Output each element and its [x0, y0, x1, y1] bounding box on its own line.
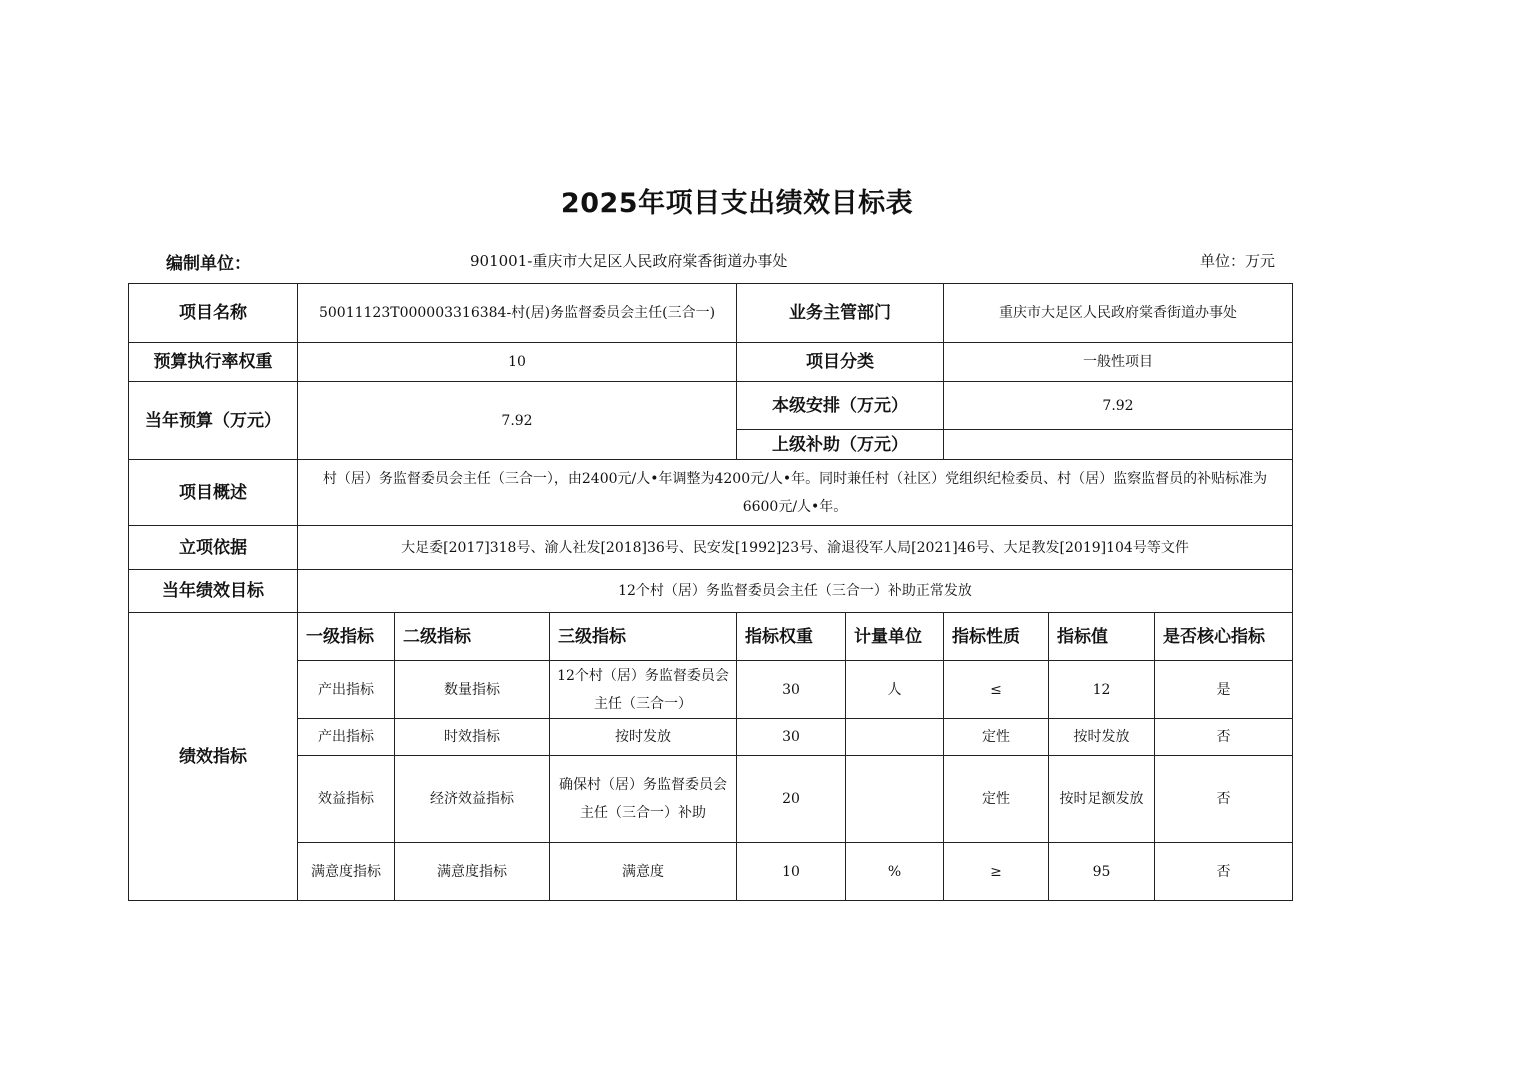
core-cell: 是 — [1155, 661, 1293, 719]
table-row — [129, 661, 1293, 719]
value-cell: 12 — [1049, 661, 1155, 719]
level3-cell: 确保村（居）务监督委员会主任（三合一）补助 — [550, 756, 737, 843]
weight-value: 10 — [298, 343, 737, 382]
perf-label: 绩效指标 — [129, 613, 298, 901]
local-value: 7.92 — [944, 382, 1293, 430]
unit-cell — [846, 719, 944, 756]
level2-cell: 时效指标 — [395, 719, 550, 756]
unit-cell: 人 — [846, 661, 944, 719]
table-row — [129, 719, 1293, 756]
basis-label: 立项依据 — [129, 526, 298, 570]
nature-cell: ≥ — [944, 843, 1049, 901]
header-value: 指标值 — [1049, 613, 1155, 661]
weight-cell: 20 — [737, 756, 846, 843]
local-label: 本级安排（万元） — [737, 382, 944, 430]
unit-cell — [846, 756, 944, 843]
overview-label: 项目概述 — [129, 460, 298, 526]
goal-value: 12个村（居）务监督委员会主任（三合一）补助正常发放 — [298, 570, 1293, 613]
page-title: 2025年项目支出绩效目标表 — [560, 188, 914, 219]
overview-value: 村（居）务监督委员会主任（三合一），由2400元/人•年调整为4200元/人•年。同时兼任村（社区）党组织纪检委员、村（居）监察监督员的补贴标准为6600元/人•年。 — [298, 460, 1293, 526]
value-cell: 按时足额发放 — [1049, 756, 1155, 843]
level2-cell: 满意度指标 — [395, 843, 550, 901]
weight-cell: 10 — [737, 843, 846, 901]
header-unit: 计量单位 — [846, 613, 944, 661]
project-name-label: 项目名称 — [129, 284, 298, 343]
core-cell: 否 — [1155, 756, 1293, 843]
org-label: 编制单位： — [166, 254, 251, 274]
header-core: 是否核心指标 — [1155, 613, 1293, 661]
dept-label: 业务主管部门 — [737, 284, 944, 343]
nature-cell: 定性 — [944, 756, 1049, 843]
level3-cell: 满意度 — [550, 843, 737, 901]
value-cell: 按时发放 — [1049, 719, 1155, 756]
level3-cell: 按时发放 — [550, 719, 737, 756]
table-row — [129, 843, 1293, 901]
dept-value: 重庆市大足区人民政府棠香街道办事处 — [944, 284, 1293, 343]
nature-cell: ≤ — [944, 661, 1049, 719]
unit-cell: % — [846, 843, 944, 901]
header-level2: 二级指标 — [395, 613, 550, 661]
upper-value — [944, 430, 1293, 460]
nature-cell: 定性 — [944, 719, 1049, 756]
header-level3: 三级指标 — [550, 613, 737, 661]
header-nature: 指标性质 — [944, 613, 1049, 661]
weight-cell: 30 — [737, 661, 846, 719]
header-level1: 一级指标 — [298, 613, 395, 661]
currency-unit: 单位：万元 — [1200, 252, 1276, 270]
upper-label: 上级补助（万元） — [737, 430, 944, 460]
weight-cell: 30 — [737, 719, 846, 756]
header-weight: 指标权重 — [737, 613, 846, 661]
weight-label: 预算执行率权重 — [129, 343, 298, 382]
project-name-value: 50011123T000003316384-村(居)务监督委员会主任(三合一) — [298, 284, 737, 343]
value-cell: 95 — [1049, 843, 1155, 901]
basis-value: 大足委[2017]318号、渝人社发[2018]36号、民安发[1992]23号、渝退役军人局[2021]46号、大足教发[2019]104号等文件 — [298, 526, 1293, 570]
level1-cell: 产出指标 — [298, 661, 395, 719]
org-value: 901001-重庆市大足区人民政府棠香街道办事处 — [470, 252, 788, 270]
budget-label: 当年预算（万元） — [129, 382, 298, 460]
level2-cell: 数量指标 — [395, 661, 550, 719]
level2-cell: 经济效益指标 — [395, 756, 550, 843]
level1-cell: 产出指标 — [298, 719, 395, 756]
level3-cell: 12个村（居）务监督委员会主任（三合一） — [550, 661, 737, 719]
goal-label: 当年绩效目标 — [129, 570, 298, 613]
core-cell: 否 — [1155, 843, 1293, 901]
core-cell: 否 — [1155, 719, 1293, 756]
performance-table — [128, 283, 1293, 901]
level1-cell: 效益指标 — [298, 756, 395, 843]
table-row — [129, 756, 1293, 843]
category-value: 一般性项目 — [944, 343, 1293, 382]
budget-value: 7.92 — [298, 382, 737, 460]
category-label: 项目分类 — [737, 343, 944, 382]
level1-cell: 满意度指标 — [298, 843, 395, 901]
